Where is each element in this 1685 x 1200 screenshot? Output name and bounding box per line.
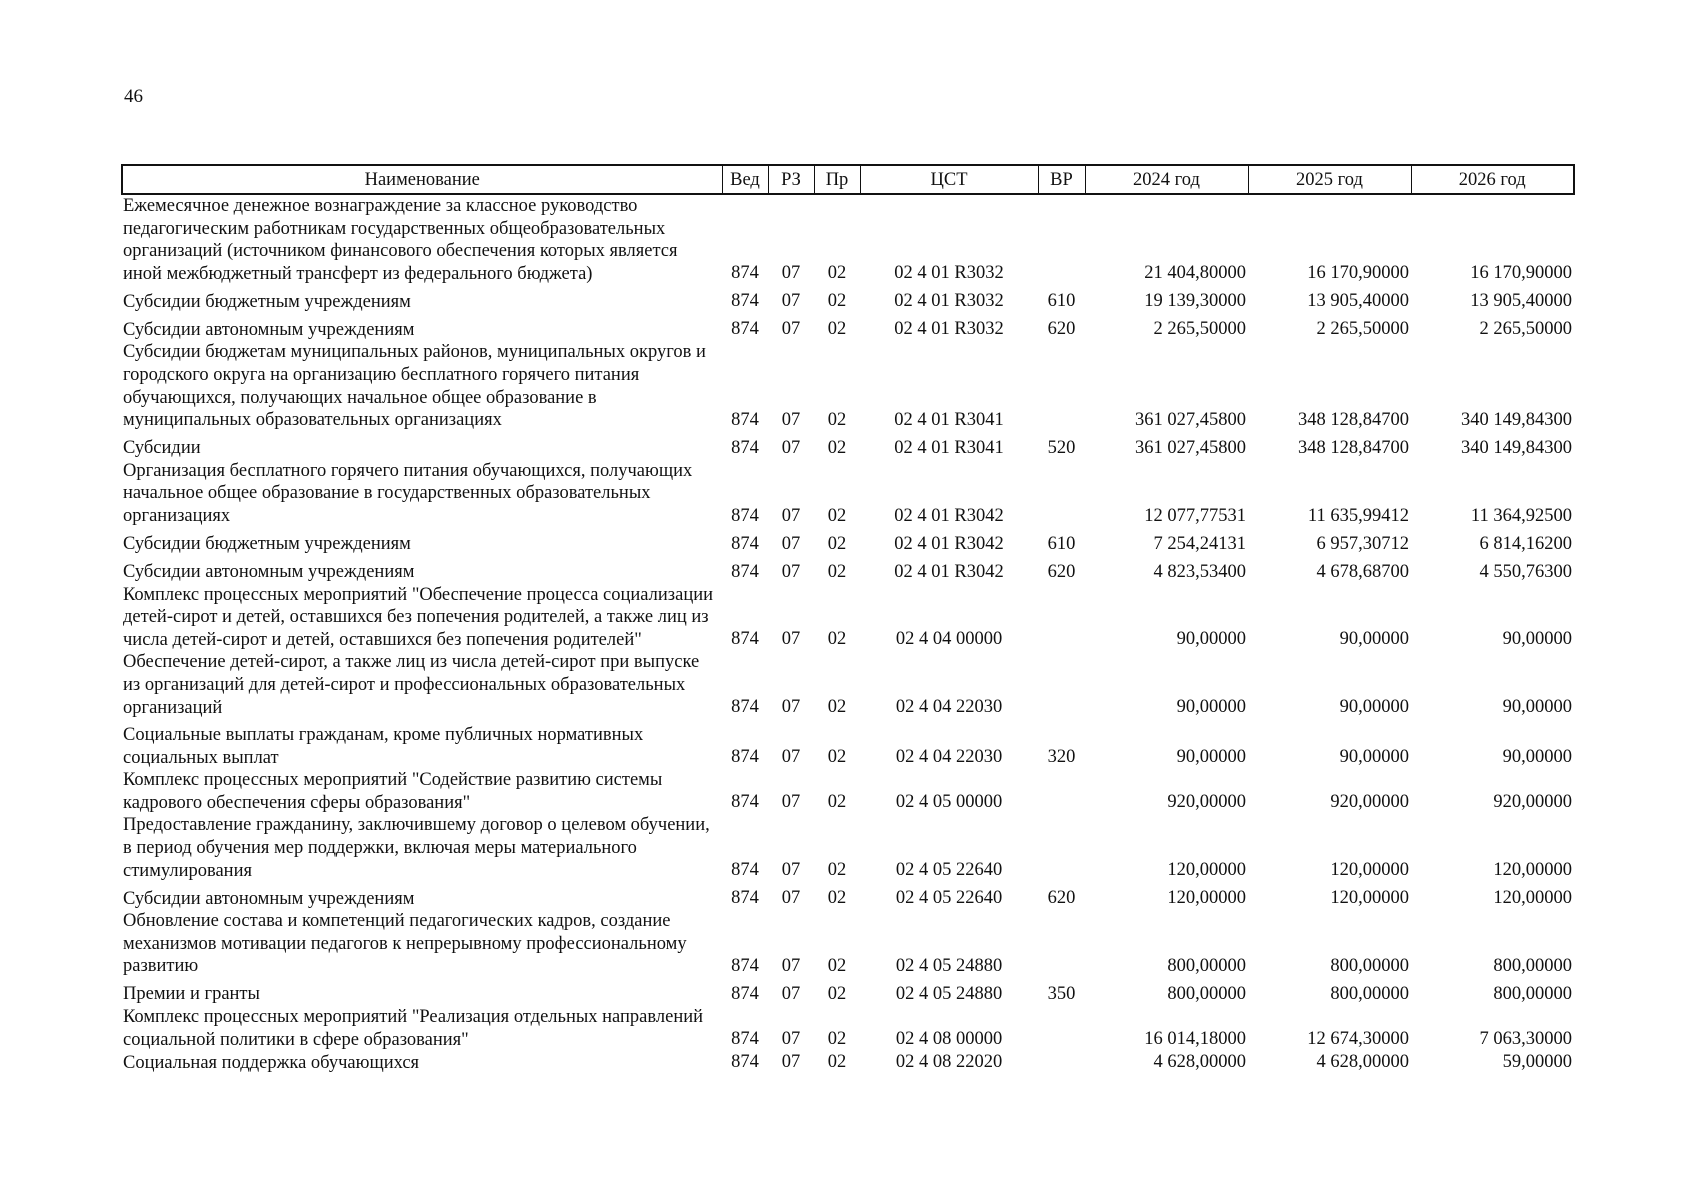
cell-name: Премии и гранты (123, 984, 260, 1005)
cell-y2024: 7 254,24131 (1153, 533, 1246, 554)
cell-y2025: 120,00000 (1330, 860, 1409, 881)
cell-y2025: 11 635,99412 (1307, 505, 1409, 526)
table-body (122, 194, 1574, 1074)
cell-vr (1038, 814, 1085, 882)
table-row (122, 460, 1574, 528)
cell-cst: 02 4 05 22640 (895, 888, 1003, 909)
cell-y2025: 4 628,00000 (1316, 1052, 1409, 1073)
cell-rz: 07 (781, 792, 801, 813)
cell-rz: 07 (781, 984, 801, 1005)
cell-name: Ежемесячное денежное вознаграждение за классное руководство педагогическим работникам государственных общеобразовательных организаций (источником финансового обеспечения которых является иной межбюджетный трансферт из федерального бюджета) (123, 196, 678, 284)
cell-cst: 02 4 05 22640 (895, 860, 1003, 881)
cell-ved: 874 (731, 291, 759, 312)
cell-vr (1038, 194, 1085, 285)
cell-pr: 02 (827, 1029, 847, 1050)
cell-pr: 02 (827, 409, 847, 430)
cell-name: Субсидии (123, 438, 201, 459)
header-2024: 2024 год (1085, 165, 1248, 194)
cell-name: Комплекс процессных мероприятий "Содействие развитию системы кадрового обеспечения сферы образования" (123, 770, 663, 813)
cell-pr: 02 (827, 792, 847, 813)
cell-y2025: 800,00000 (1330, 956, 1409, 977)
cell-name: Комплекс процессных мероприятий "Обеспечение процесса социализации детей-сирот и детей, оставшихся без попечения родителей, а также лиц из числа детей-сирот и детей, оставшихся без попечения родителей" (123, 584, 714, 650)
cell-y2024: 90,00000 (1176, 629, 1246, 650)
cell-pr: 02 (827, 984, 847, 1005)
cell-y2026: 7 063,30000 (1479, 1029, 1572, 1050)
cell-y2026: 13 905,40000 (1470, 291, 1572, 312)
cell-y2026: 59,00000 (1502, 1052, 1572, 1073)
cell-cst: 02 4 04 22030 (895, 747, 1003, 768)
cell-y2025: 16 170,90000 (1307, 263, 1409, 284)
cell-y2026: 90,00000 (1502, 747, 1572, 768)
cell-rz: 07 (781, 409, 801, 430)
cell-y2024: 90,00000 (1176, 697, 1246, 718)
cell-cst: 02 4 05 24880 (895, 984, 1003, 1005)
cell-name: Организация бесплатного горячего питания обучающихся, получающих начальное общее образование в государственных образовательных организациях (123, 460, 693, 526)
cell-ved: 874 (731, 319, 759, 340)
cell-name: Субсидии бюджетам муниципальных районов, муниципальных округов и городского округа на организацию бесплатного горячего питания обучающихся, получающих начальное общее образование в муниципальных образовательных организациях (123, 342, 706, 431)
header-cst: ЦСТ (860, 165, 1038, 194)
cell-pr: 02 (827, 747, 847, 768)
table-row (122, 584, 1574, 652)
cell-rz: 07 (781, 747, 801, 768)
cell-pr: 02 (827, 263, 847, 284)
cell-y2024: 920,00000 (1167, 792, 1246, 813)
cell-y2026: 4 550,76300 (1479, 561, 1572, 582)
cell-y2025: 920,00000 (1330, 792, 1409, 813)
cell-y2024: 361 027,45800 (1135, 437, 1246, 458)
cell-cst: 02 4 01 R3032 (894, 291, 1004, 312)
cell-vr (1038, 1051, 1085, 1074)
cell-ved: 874 (731, 747, 759, 768)
cell-vr: 620 (1047, 888, 1076, 909)
table-row (122, 814, 1574, 882)
cell-name: Комплекс процессных мероприятий "Реализация отдельных направлений социальной политики в сфере образования" (123, 1007, 704, 1050)
table-row (122, 882, 1574, 910)
cell-rz: 07 (781, 319, 801, 340)
cell-ved: 874 (731, 1029, 759, 1050)
cell-vr: 620 (1047, 319, 1076, 340)
cell-cst: 02 4 01 R3042 (894, 505, 1004, 526)
cell-cst: 02 4 05 24880 (895, 956, 1003, 977)
cell-rz: 07 (781, 291, 801, 312)
cell-y2026: 920,00000 (1493, 792, 1572, 813)
cell-y2024: 16 014,18000 (1144, 1029, 1246, 1050)
cell-name: Обновление состава и компетенций педагогических кадров, создание механизмов мотивации педагогов к непрерывному профессиональному развитию (123, 911, 687, 977)
cell-rz: 07 (781, 860, 801, 881)
cell-name: Социальная поддержка обучающихся (123, 1052, 420, 1073)
cell-vr (1038, 584, 1085, 652)
cell-ved: 874 (731, 984, 759, 1005)
cell-y2025: 90,00000 (1339, 629, 1409, 650)
cell-y2026: 2 265,50000 (1479, 319, 1572, 340)
table-row (122, 194, 1574, 285)
cell-vr (1038, 1006, 1085, 1051)
cell-y2025: 4 678,68700 (1316, 561, 1409, 582)
cell-cst: 02 4 04 22030 (895, 697, 1003, 718)
cell-y2026: 120,00000 (1493, 888, 1572, 909)
cell-rz: 07 (781, 697, 801, 718)
cell-y2026: 800,00000 (1493, 956, 1572, 977)
cell-y2024: 90,00000 (1176, 747, 1246, 768)
table-header (122, 165, 1574, 194)
cell-rz: 07 (781, 888, 801, 909)
cell-ved: 874 (731, 505, 759, 526)
cell-rz: 07 (781, 505, 801, 526)
cell-y2026: 120,00000 (1493, 860, 1572, 881)
cell-ved: 874 (731, 533, 759, 554)
cell-name: Предоставление гражданину, заключившему договор о целевом обучении, в период обучения мер поддержки, включая меры материального стимулирования (123, 815, 710, 881)
cell-ved: 874 (731, 792, 759, 813)
cell-y2026: 340 149,84300 (1461, 409, 1572, 430)
cell-pr: 02 (827, 561, 847, 582)
cell-pr: 02 (827, 956, 847, 977)
table-row (122, 769, 1574, 814)
cell-cst: 02 4 08 00000 (895, 1029, 1003, 1050)
cell-y2025: 348 128,84700 (1298, 409, 1409, 430)
cell-cst: 02 4 01 R3032 (894, 263, 1004, 284)
cell-y2024: 2 265,50000 (1153, 319, 1246, 340)
cell-pr: 02 (827, 319, 847, 340)
cell-ved: 874 (731, 1052, 759, 1073)
cell-y2025: 348 128,84700 (1298, 437, 1409, 458)
cell-y2025: 800,00000 (1330, 984, 1409, 1005)
cell-vr (1038, 460, 1085, 528)
cell-pr: 02 (827, 888, 847, 909)
cell-name: Субсидии автономным учреждениям (123, 561, 415, 582)
cell-cst: 02 4 04 00000 (895, 629, 1003, 650)
header-ved: Вед (722, 165, 768, 194)
budget-table (121, 164, 1575, 1074)
cell-cst: 02 4 01 R3032 (894, 319, 1004, 340)
cell-pr: 02 (827, 437, 847, 458)
cell-y2024: 800,00000 (1167, 956, 1246, 977)
cell-rz: 07 (781, 533, 801, 554)
table-row (122, 528, 1574, 556)
cell-ved: 874 (731, 860, 759, 881)
cell-vr: 520 (1047, 437, 1076, 458)
cell-y2025: 90,00000 (1339, 747, 1409, 768)
cell-y2024: 4 823,53400 (1153, 561, 1246, 582)
cell-y2024: 4 628,00000 (1153, 1052, 1246, 1073)
cell-vr: 350 (1047, 984, 1076, 1005)
cell-pr: 02 (827, 629, 847, 650)
cell-ved: 874 (731, 561, 759, 582)
cell-pr: 02 (827, 697, 847, 718)
cell-cst: 02 4 01 R3041 (894, 409, 1004, 430)
cell-cst: 02 4 01 R3042 (894, 533, 1004, 554)
cell-rz: 07 (781, 561, 801, 582)
cell-pr: 02 (827, 291, 847, 312)
cell-cst: 02 4 01 R3042 (894, 561, 1004, 582)
cell-name: Обеспечение детей-сирот, а также лиц из числа детей-сирот при выпуске из организаций для детей-сирот и профессиональных образовательных организаций (123, 652, 700, 718)
table-row (122, 1051, 1574, 1074)
cell-y2024: 361 027,45800 (1135, 409, 1246, 430)
cell-rz: 07 (781, 956, 801, 977)
cell-pr: 02 (827, 1052, 847, 1073)
cell-ved: 874 (731, 629, 759, 650)
cell-rz: 07 (781, 437, 801, 458)
table-row (122, 719, 1574, 769)
cell-ved: 874 (731, 263, 759, 284)
cell-vr: 610 (1047, 291, 1076, 312)
cell-pr: 02 (827, 860, 847, 881)
table-row (122, 651, 1574, 719)
cell-ved: 874 (731, 409, 759, 430)
cell-vr: 320 (1047, 747, 1076, 768)
table-row (122, 341, 1574, 431)
page-number: 46 (124, 86, 143, 107)
header-2026: 2026 год (1411, 165, 1574, 194)
table-row (122, 978, 1574, 1006)
cell-y2024: 120,00000 (1167, 888, 1246, 909)
cell-rz: 07 (781, 629, 801, 650)
header-rz: РЗ (768, 165, 814, 194)
cell-ved: 874 (731, 888, 759, 909)
cell-y2026: 800,00000 (1493, 984, 1572, 1005)
header-vr: ВР (1038, 165, 1085, 194)
cell-name: Субсидии автономным учреждениям (123, 888, 415, 909)
cell-y2025: 2 265,50000 (1316, 319, 1409, 340)
cell-name: Субсидии бюджетным учреждениям (123, 533, 411, 554)
cell-y2026: 90,00000 (1502, 697, 1572, 718)
cell-y2025: 13 905,40000 (1307, 291, 1409, 312)
cell-vr (1038, 341, 1085, 431)
cell-name: Субсидии автономным учреждениям (123, 319, 415, 340)
cell-y2024: 12 077,77531 (1144, 505, 1246, 526)
cell-cst: 02 4 01 R3041 (894, 437, 1004, 458)
header-name: Наименование (122, 165, 722, 194)
cell-y2026: 6 814,16200 (1479, 533, 1572, 554)
cell-vr: 620 (1047, 561, 1076, 582)
cell-rz: 07 (781, 263, 801, 284)
cell-rz: 07 (781, 1052, 801, 1073)
table-row (122, 313, 1574, 341)
table-row (122, 1006, 1574, 1051)
cell-y2026: 90,00000 (1502, 629, 1572, 650)
cell-ved: 874 (731, 956, 759, 977)
header-pr: Пр (814, 165, 860, 194)
cell-y2025: 12 674,30000 (1307, 1029, 1409, 1050)
table-row (122, 432, 1574, 460)
cell-vr (1038, 910, 1085, 978)
cell-ved: 874 (731, 697, 759, 718)
cell-rz: 07 (781, 1029, 801, 1050)
cell-y2024: 120,00000 (1167, 860, 1246, 881)
table-row (122, 285, 1574, 313)
cell-y2025: 6 957,30712 (1316, 533, 1409, 554)
cell-y2025: 90,00000 (1339, 697, 1409, 718)
cell-cst: 02 4 08 22020 (895, 1052, 1003, 1073)
cell-y2026: 16 170,90000 (1470, 263, 1572, 284)
cell-cst: 02 4 05 00000 (895, 792, 1003, 813)
cell-pr: 02 (827, 533, 847, 554)
cell-ved: 874 (731, 437, 759, 458)
header-2025: 2025 год (1248, 165, 1411, 194)
cell-name: Субсидии бюджетным учреждениям (123, 291, 411, 312)
cell-name: Социальные выплаты гражданам, кроме публичных нормативных социальных выплат (123, 725, 644, 768)
cell-y2025: 120,00000 (1330, 888, 1409, 909)
table-row (122, 910, 1574, 978)
cell-y2026: 340 149,84300 (1461, 437, 1572, 458)
cell-vr: 610 (1047, 533, 1076, 554)
table-row (122, 556, 1574, 584)
cell-pr: 02 (827, 505, 847, 526)
cell-y2024: 19 139,30000 (1144, 291, 1246, 312)
cell-vr (1038, 769, 1085, 814)
cell-y2024: 800,00000 (1167, 984, 1246, 1005)
cell-y2024: 21 404,80000 (1144, 263, 1246, 284)
cell-y2026: 11 364,92500 (1470, 505, 1572, 526)
cell-vr (1038, 651, 1085, 719)
